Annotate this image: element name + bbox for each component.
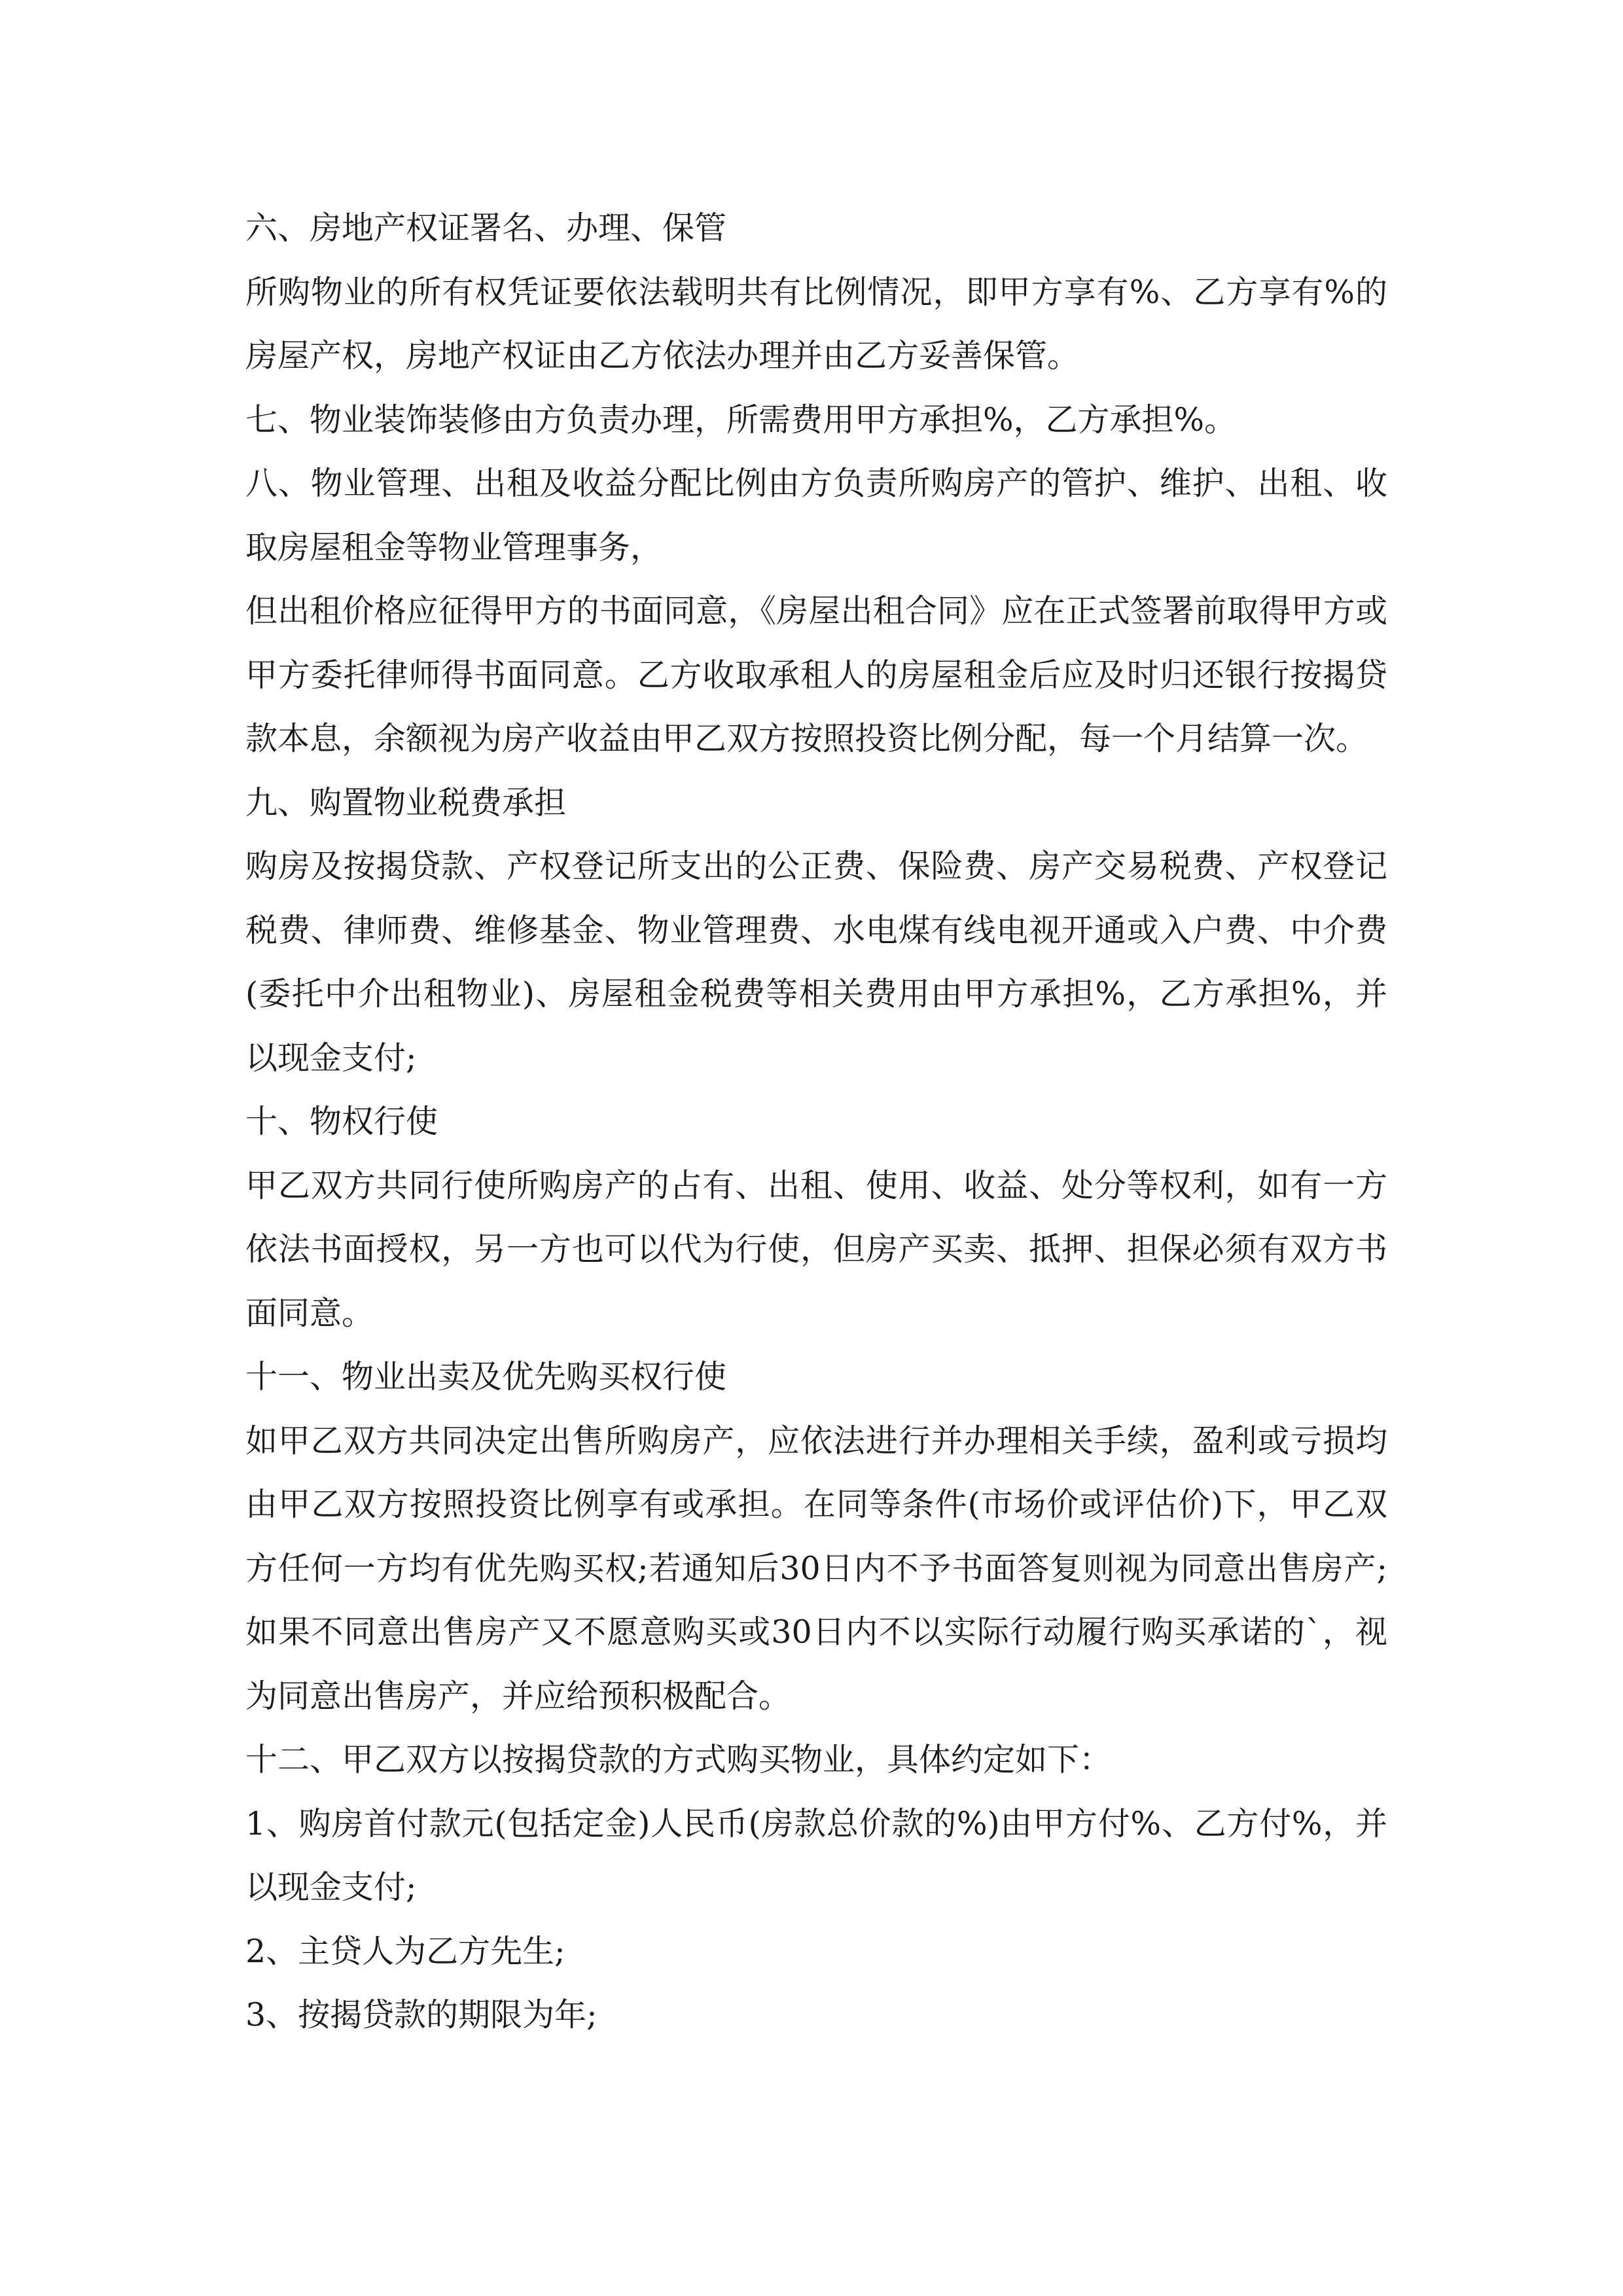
- section-11-text: 如甲乙双方共同决定出售所购房产，应依法进行并办理相关手续，盈利或亏损均由甲乙双方按照投资比例享有或承担。在同等条件(市场价或评估价)下，甲乙双方任何一方均有优先购买权;若通知后30日内不予书面答复则视为同意出售房产;如果不同意出售房产又不愿意购买或30日内不以实际行动履行购买承诺的`，视为同意出售房产，并应给预积极配合。: [245, 1422, 1387, 1715]
- section-6-text: 所购物业的所有权凭证要依法载明共有比例情况，即甲方享有%、乙方享有%的房屋产权，房地产权证由乙方依法办理并由乙方妥善保管。: [245, 273, 1387, 374]
- section-12-item-3: 3、按揭贷款的期限为年;: [245, 1996, 597, 2034]
- section-8-continued-text: 但出租价格应征得甲方的书面同意，《房屋出租合同》应在正式签署前取得甲方或甲方委托律师得书面同意。乙方收取承租人的房屋租金后应及时归还银行按揭贷款本息，余额视为房产收益由甲乙双方按照投资比例分配，每一个月结算一次。: [245, 592, 1387, 757]
- section-heading-6: 六、房地产权证署名、办理、保管: [245, 209, 727, 247]
- section-9-text: 购房及按揭贷款、产权登记所支出的公正费、保险费、房产交易税费、产权登记税费、律师费、维修基金、物业管理费、水电煤有线电视开通或入户费、中介费(委托中介出租物业)、房屋租金税费等相关费用由甲方承担%，乙方承担%，并以现金支付;: [245, 848, 1387, 1077]
- document-body: [245, 196, 1387, 2047]
- section-heading-12: 十二、甲乙双方以按揭贷款的方式购买物业，具体约定如下：: [245, 1741, 1112, 1778]
- section-12-item-1: 1、购房首付款元(包括定金)人民币(房款总价款的%)由甲方付%、乙方付%，并以现金支付;: [245, 1804, 1387, 1906]
- section-10-text: 甲乙双方共同行使所购房产的占有、出租、使用、收益、处分等权利，如有一方依法书面授权，另一方也可以代为行使，但房产买卖、抵押、担保必须有双方书面同意。: [245, 1166, 1387, 1332]
- section-heading-11: 十一、物业出卖及优先购买权行使: [245, 1358, 727, 1395]
- section-8-text: 八、物业管理、出租及收益分配比例由方负责所购房产的管护、维护、出租、收取房屋租金等物业管理事务，: [245, 465, 1387, 566]
- section-12-item-2: 2、主贷人为乙方先生;: [245, 1932, 565, 1970]
- section-heading-9: 九、购置物业税费承担: [245, 783, 567, 821]
- section-heading-10: 十、物权行使: [245, 1103, 438, 1140]
- section-7-text: 七、物业装饰装修由方负责办理，所需费用甲方承担%，乙方承担%。: [245, 401, 1237, 439]
